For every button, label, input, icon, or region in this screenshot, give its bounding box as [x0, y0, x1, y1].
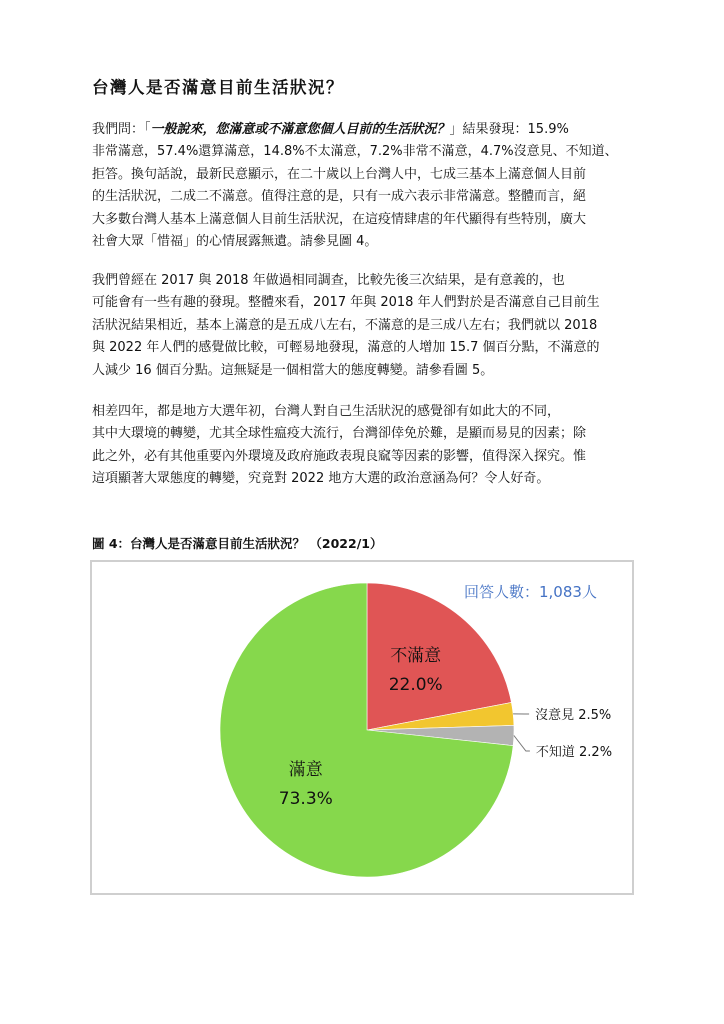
paragraph-line: 的生活狀況，二成二不滿意。值得注意的是，只有一成六表示非常滿意。整體而言，絕 [92, 189, 587, 205]
page-title: 台灣人是否滿意目前生活狀況？ [92, 78, 344, 97]
paragraph-line: 人減少 16 個百分點。這無疑是一個相當大的態度轉變。請參看圖 5。 [92, 362, 494, 378]
text-run: 我們問：「 [92, 122, 151, 137]
paragraph-line: 拒答。換句話說，最新民意顯示，在二十歲以上台灣人中，七成三基本上滿意個人目前 [92, 166, 587, 182]
survey-question: 一般說來，您滿意或不滿意您個人目前的生活狀況？ [150, 122, 450, 137]
paragraph-line: 這項顯著大眾態度的轉變，究竟對 2022 地方大選的政治意涵為何？令人好奇。 [92, 471, 550, 487]
slice-outside-label-2 [536, 745, 612, 760]
slice-label-0: 不滿意 [390, 646, 442, 667]
paragraph-line [92, 119, 640, 141]
slice-outside-label-1 [535, 708, 611, 723]
slice-value-1: 2.5% [578, 708, 612, 723]
slice-value-2: 2.2% [579, 745, 613, 760]
slice-value-3: 73.3% [278, 789, 333, 809]
paragraph-line: 活狀況結果相近，基本上滿意的是五成八左右，不滿意的是三成八左右；我們就以 2018 [92, 317, 598, 333]
paragraph-line: 此之外，必有其他重要內外環境及政府施政表現良窳等因素的影響，值得深入探究。惟 [92, 448, 587, 464]
slice-label-2: 不知道 [535, 745, 580, 760]
slice-label-3: 滿意 [288, 760, 323, 780]
paragraph-line: 相差四年，都是地方大選年初，台灣人對自己生活狀況的感覺卻有如此大的不同， [92, 404, 561, 419]
paragraph-line: 可能會有一些有趣的發現。整體來看，2017 年與 2018 年人們對於是否滿意自己目前生 [92, 295, 600, 311]
paragraph-line: 我們曾經在 2017 與 2018 年做過相同調查，比較先後三次結果，是有意義的，也 [92, 273, 565, 288]
paragraph-line: 其中大環境的轉變，尤其全球性瘟疫大流行，台灣卻倖免於難，是顯而易見的因素；除 [92, 426, 587, 442]
paragraph-line: 社會大眾「惜福」的心情展露無遺。請參見圖 4。 [92, 234, 378, 250]
paragraph-1 [92, 119, 640, 253]
paragraph-2 [92, 270, 640, 382]
pie-chart [92, 562, 632, 893]
figure-caption: 圖 4：台灣人是否滿意目前生活狀況？ （2022/1） [92, 536, 383, 551]
text-run: 」結果發現：15.9% [449, 122, 569, 137]
respondent-count: 回答人數：1,083人 [464, 583, 597, 601]
paragraph-line: 大多數台灣人基本上滿意個人目前生活狀況，在這疫情肆虐的年代顯得有些特別，廣大 [92, 211, 587, 227]
slice-value-0: 22.0% [388, 675, 443, 696]
paragraph-line: 與 2022 年人們的感覺做比較，可輕易地發現，滿意的人增加 15.7 個百分點，不滿意的 [92, 340, 600, 356]
pie-chart-frame [90, 560, 634, 895]
paragraph-3 [92, 401, 640, 491]
slice-label-1: 沒意見 [535, 708, 579, 723]
paragraph-line: 非常滿意，57.4%還算滿意，14.8%不太滿意，7.2%非常不滿意，4.7%沒意見、不知道、 [92, 144, 618, 160]
leader-line-2 [514, 736, 530, 752]
